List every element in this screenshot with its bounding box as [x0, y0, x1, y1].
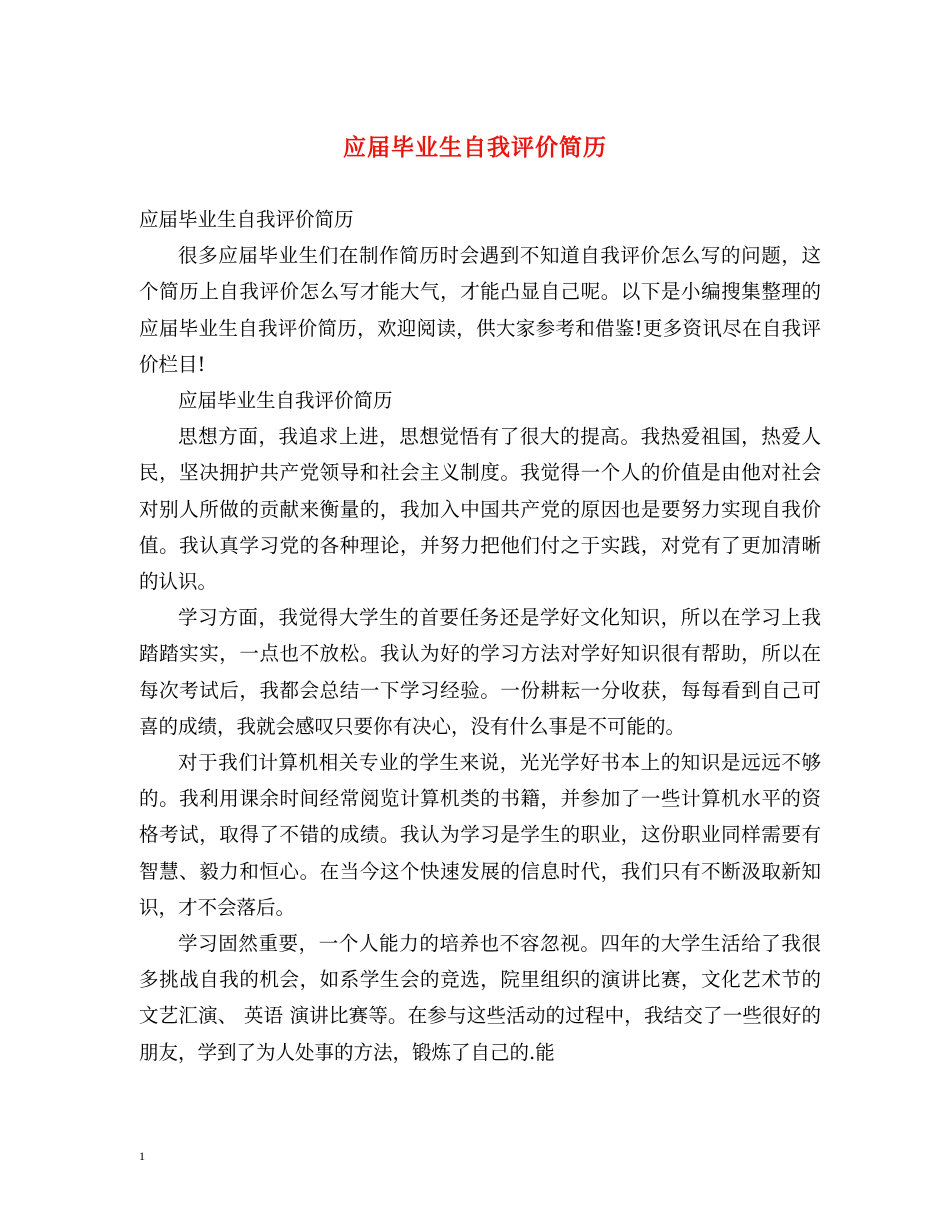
- ability-paragraph: 学习固然重要，一个人能力的培养也不容忽视。四年的大学生活给了我很多挑战自我的机会，如系学生会的竞选，院里组织的演讲比赛，文化艺术节的文艺汇演、 英语 演讲比赛等。在参与这些活动的过程中，我结交了一些很好的朋友，学到了为人处事的方法，锻炼了自己的.能: [139, 932, 821, 1064]
- section-heading-paragraph: 应届毕业生自我评价简历: [178, 389, 393, 413]
- intro-paragraph: 很多应届毕业生们在制作简历时会遇到不知道自我评价怎么写的问题，这个简历上自我评价怎么写才能大气，才能凸显自己呢。以下是小编搜集整理的应届毕业生自我评价简历，欢迎阅读，供大家参考和借鉴!更多资讯尽在自我评价栏目!: [139, 244, 821, 376]
- page-number: 1: [139, 1149, 145, 1163]
- computer-major-paragraph: 对于我们计算机相关专业的学生来说，光光学好书本上的知识是远远不够的。我利用课余时间经常阅览计算机类的书籍，并参加了一些计算机水平的资格考试，取得了不错的成绩。我认为学习是学生的职业，这份职业同样需要有智慧、毅力和恒心。在当今这个快速发展的信息时代，我们只有不断汲取新知识，才不会落后。: [139, 751, 821, 919]
- document-body: [139, 202, 821, 1071]
- subtitle-paragraph: 应届毕业生自我评价简历: [139, 208, 354, 231]
- document-title: 应届毕业生自我评价简历: [343, 134, 607, 161]
- study-paragraph: 学习方面，我觉得大学生的首要任务还是学好文化知识，所以在学习上我踏踏实实，一点也不放松。我认为好的学习方法对学好知识很有帮助，所以在每次考试后，我都会总结一下学习经验。一份耕耘一分收获，每每看到自己可喜的成绩，我就会感叹只要你有决心，没有什么事是不可能的。: [139, 606, 821, 738]
- ideology-paragraph: 思想方面，我追求上进，思想觉悟有了很大的提高。我热爱祖国，热爱人民，坚决拥护共产党领导和社会主义制度。我觉得一个人的价值是由他对社会对别人所做的贡献来衡量的，我加入中国共产党的原因也是要努力实现自我价值。我认真学习党的各种理论，并努力把他们付之于实践，对党有了更加清晰的认识。: [139, 425, 821, 594]
